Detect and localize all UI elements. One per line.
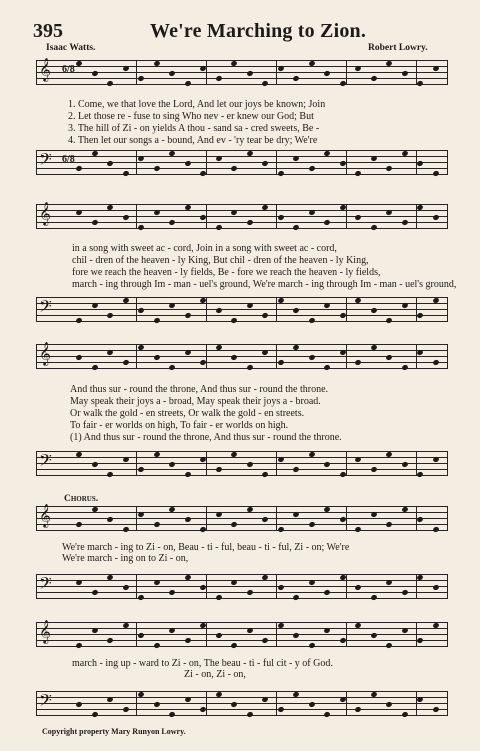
- barline: [136, 150, 137, 175]
- treble-clef-icon: 𝄞: [39, 343, 51, 365]
- note-head: [354, 214, 361, 221]
- note-head: [261, 312, 268, 319]
- time-signature: 6/8: [62, 64, 75, 75]
- note-head: [277, 526, 284, 533]
- hymn-title: We're Marching to Zion.: [150, 20, 367, 42]
- lyricist: Isaac Watts.: [46, 43, 96, 53]
- note-head: [106, 516, 113, 523]
- barline: [206, 150, 207, 175]
- note-head: [292, 466, 299, 473]
- chorus-line: Zi - on, Zi - on,: [184, 669, 246, 680]
- note-head: [137, 224, 144, 231]
- note-head: [277, 706, 284, 713]
- note-head: [153, 209, 160, 216]
- note-head: [292, 307, 299, 314]
- note-head: [323, 364, 330, 371]
- note-head: [153, 642, 160, 649]
- barline: [447, 574, 448, 599]
- barline: [346, 451, 347, 476]
- barline: [206, 451, 207, 476]
- treble-staff: [36, 502, 448, 534]
- note-head: [385, 209, 392, 216]
- note-head: [277, 456, 284, 463]
- note-head: [292, 75, 299, 82]
- note-head: [230, 521, 237, 528]
- barline: [36, 451, 37, 476]
- note-head: [323, 70, 330, 77]
- note-head: [75, 317, 82, 324]
- note-head: [230, 317, 237, 324]
- note-head: [168, 627, 175, 634]
- verse-line: Or walk the gold - en streets, Or walk the gold - en streets.: [70, 408, 305, 419]
- note-head: [277, 584, 284, 591]
- verse-line: 2. Let those re - fuse to sing Who nev - er knew our God; But: [68, 111, 314, 122]
- barline: [416, 622, 417, 647]
- note-head: [91, 711, 98, 718]
- note-head: [261, 349, 268, 356]
- note-head: [230, 579, 237, 586]
- note-head: [370, 632, 377, 639]
- barline: [36, 60, 37, 85]
- note-head: [215, 466, 222, 473]
- note-head: [370, 466, 377, 473]
- note-head: [153, 317, 160, 324]
- barline: [416, 344, 417, 369]
- barline: [36, 344, 37, 369]
- note-head: [153, 521, 160, 528]
- note-head: [199, 170, 206, 177]
- note-head: [292, 594, 299, 601]
- barline: [136, 60, 137, 85]
- note-head: [261, 160, 268, 167]
- note-head: [184, 160, 191, 167]
- barline: [276, 622, 277, 647]
- note-head: [215, 594, 222, 601]
- treble-clef-icon: 𝄞: [39, 621, 51, 643]
- note-head: [323, 589, 330, 596]
- note-head: [277, 359, 284, 366]
- barline: [206, 344, 207, 369]
- note-head: [122, 456, 129, 463]
- note-head: [137, 632, 144, 639]
- note-head: [292, 511, 299, 518]
- hymn-number: 395: [33, 20, 63, 42]
- barline: [276, 506, 277, 531]
- barline: [276, 60, 277, 85]
- note-head: [277, 170, 284, 177]
- bass-staff: [36, 687, 448, 719]
- note-head: [106, 696, 113, 703]
- barline: [346, 344, 347, 369]
- note-head: [137, 75, 144, 82]
- note-head: [91, 302, 98, 309]
- barline: [447, 150, 448, 175]
- note-head: [230, 354, 237, 361]
- note-head: [401, 219, 408, 226]
- time-signature: 6/8: [62, 154, 75, 165]
- note-head: [246, 364, 253, 371]
- barline: [36, 691, 37, 716]
- note-head: [75, 521, 82, 528]
- note-head: [416, 637, 423, 644]
- note-head: [106, 471, 113, 478]
- note-head: [153, 579, 160, 586]
- barline: [346, 691, 347, 716]
- barline: [206, 691, 207, 716]
- note-head: [75, 701, 82, 708]
- treble-clef-icon: 𝄞: [39, 505, 51, 527]
- note-head: [91, 589, 98, 596]
- chorus-line: We're march - ing to Zi - on, Beau - ti - ful, beau - ti - ful, Zi - on; We're: [62, 542, 350, 553]
- barline: [447, 60, 448, 85]
- note-head: [385, 354, 392, 361]
- chorus-label: Chorus.: [64, 494, 99, 504]
- barline: [36, 506, 37, 531]
- note-head: [432, 214, 439, 221]
- note-head: [401, 711, 408, 718]
- note-head: [75, 642, 82, 649]
- note-head: [308, 579, 315, 586]
- note-head: [323, 219, 330, 226]
- note-head: [401, 70, 408, 77]
- bass-clef-icon: 𝄢: [39, 151, 52, 173]
- barline: [447, 622, 448, 647]
- note-head: [246, 219, 253, 226]
- note-head: [354, 706, 361, 713]
- barline: [276, 297, 277, 322]
- note-head: [122, 214, 129, 221]
- note-head: [308, 209, 315, 216]
- barline: [346, 60, 347, 85]
- note-head: [401, 589, 408, 596]
- note-head: [168, 589, 175, 596]
- bass-staff: [36, 146, 448, 178]
- note-head: [354, 584, 361, 591]
- note-head: [215, 307, 222, 314]
- note-head: [370, 511, 377, 518]
- note-head: [308, 521, 315, 528]
- note-head: [246, 302, 253, 309]
- verse-line: To fair - er worlds on high, To fair - er worlds on high.: [70, 420, 289, 431]
- treble-clef-icon: 𝄞: [39, 203, 51, 225]
- note-head: [168, 70, 175, 77]
- note-head: [137, 466, 144, 473]
- verse-line: (1) And thus sur - round the throne, And thus sur - round the throne.: [70, 432, 342, 443]
- note-head: [184, 471, 191, 478]
- note-head: [416, 349, 423, 356]
- note-head: [432, 359, 439, 366]
- note-head: [432, 456, 439, 463]
- note-head: [401, 302, 408, 309]
- barline: [447, 451, 448, 476]
- chorus-line: march - ing up - ward to Zi - on, The beau - ti - ful cit - y of God.: [72, 658, 333, 669]
- note-head: [246, 70, 253, 77]
- verse-line: fore we reach the heaven - ly fields, Be - fore we reach the heaven - ly fields,: [72, 267, 381, 278]
- note-head: [153, 354, 160, 361]
- note-head: [323, 627, 330, 634]
- note-head: [354, 456, 361, 463]
- barline: [447, 506, 448, 531]
- note-head: [137, 594, 144, 601]
- note-head: [168, 219, 175, 226]
- note-head: [416, 696, 423, 703]
- note-head: [91, 70, 98, 77]
- note-head: [385, 317, 392, 324]
- barline: [136, 691, 137, 716]
- note-head: [370, 155, 377, 162]
- note-head: [292, 224, 299, 231]
- chorus-line: We're march - ing on to Zi - on,: [62, 553, 189, 564]
- note-head: [308, 642, 315, 649]
- barline: [136, 506, 137, 531]
- barline: [136, 451, 137, 476]
- barline: [346, 622, 347, 647]
- note-head: [385, 579, 392, 586]
- note-head: [184, 312, 191, 319]
- note-head: [230, 165, 237, 172]
- note-head: [354, 170, 361, 177]
- note-head: [106, 312, 113, 319]
- barline: [206, 60, 207, 85]
- barline: [447, 344, 448, 369]
- note-head: [416, 160, 423, 167]
- note-head: [230, 209, 237, 216]
- note-head: [75, 165, 82, 172]
- note-head: [308, 354, 315, 361]
- note-head: [308, 701, 315, 708]
- note-head: [323, 302, 330, 309]
- barline: [276, 344, 277, 369]
- note-head: [215, 155, 222, 162]
- note-head: [432, 170, 439, 177]
- barline: [447, 691, 448, 716]
- note-head: [277, 65, 284, 72]
- note-head: [122, 359, 129, 366]
- note-head: [401, 461, 408, 468]
- bass-clef-icon: 𝄢: [39, 452, 52, 474]
- barline: [447, 297, 448, 322]
- note-head: [432, 526, 439, 533]
- note-head: [354, 65, 361, 72]
- verse-line: in a song with sweet ac - cord, Join in a song with sweet ac - cord,: [72, 243, 337, 254]
- note-head: [339, 80, 346, 87]
- bass-staff: [36, 570, 448, 602]
- barline: [416, 691, 417, 716]
- note-head: [246, 461, 253, 468]
- note-head: [246, 627, 253, 634]
- note-head: [401, 627, 408, 634]
- note-head: [339, 471, 346, 478]
- note-head: [308, 165, 315, 172]
- bass-staff: [36, 447, 448, 479]
- note-head: [277, 214, 284, 221]
- bass-clef-icon: 𝄢: [39, 575, 52, 597]
- verse-line: march - ing through Im - man - uel's ground, We're march - ing through Im - man - uel's ground,: [72, 279, 457, 290]
- note-head: [106, 349, 113, 356]
- note-head: [230, 701, 237, 708]
- barline: [36, 622, 37, 647]
- note-head: [354, 526, 361, 533]
- note-head: [370, 75, 377, 82]
- note-head: [137, 511, 144, 518]
- note-head: [199, 526, 206, 533]
- note-head: [184, 516, 191, 523]
- note-head: [122, 65, 129, 72]
- barline: [136, 574, 137, 599]
- note-head: [106, 80, 113, 87]
- bass-clef-icon: 𝄢: [39, 692, 52, 714]
- note-head: [184, 696, 191, 703]
- note-head: [168, 461, 175, 468]
- barline: [276, 451, 277, 476]
- barline: [346, 297, 347, 322]
- composer: Robert Lowry.: [368, 43, 428, 53]
- copyright-notice: Copyright property Mary Runyon Lowry.: [42, 727, 186, 736]
- note-head: [91, 219, 98, 226]
- barline: [36, 574, 37, 599]
- note-head: [370, 224, 377, 231]
- barline: [36, 204, 37, 229]
- note-head: [137, 307, 144, 314]
- note-head: [432, 65, 439, 72]
- treble-staff: [36, 56, 448, 88]
- note-head: [354, 359, 361, 366]
- note-head: [91, 627, 98, 634]
- note-head: [385, 701, 392, 708]
- note-head: [137, 155, 144, 162]
- barline: [447, 204, 448, 229]
- note-head: [215, 632, 222, 639]
- note-head: [106, 637, 113, 644]
- note-head: [184, 637, 191, 644]
- verse-line: chil - dren of the heaven - ly King, But chil - dren of the heaven - ly King,: [72, 255, 369, 266]
- note-head: [261, 80, 268, 87]
- note-head: [122, 170, 129, 177]
- note-head: [230, 642, 237, 649]
- barline: [276, 150, 277, 175]
- verse-line: And thus sur - round the throne, And thus sur - round the throne.: [70, 384, 329, 395]
- note-head: [75, 209, 82, 216]
- note-head: [168, 302, 175, 309]
- barline: [276, 691, 277, 716]
- note-head: [323, 711, 330, 718]
- note-head: [168, 364, 175, 371]
- note-head: [122, 584, 129, 591]
- barline: [36, 150, 37, 175]
- note-head: [261, 696, 268, 703]
- verse-line: 1. Come, we that love the Lord, And let our joys be known; Join: [68, 99, 326, 110]
- note-head: [91, 461, 98, 468]
- note-head: [292, 155, 299, 162]
- bass-staff: [36, 293, 448, 325]
- note-head: [416, 516, 423, 523]
- verse-line: 3. The hill of Zi - on yields A thou - sand sa - cred sweets, Be -: [68, 123, 320, 134]
- treble-staff: [36, 340, 448, 372]
- note-head: [370, 594, 377, 601]
- note-head: [184, 80, 191, 87]
- barline: [36, 297, 37, 322]
- note-head: [184, 349, 191, 356]
- note-head: [385, 521, 392, 528]
- note-head: [385, 165, 392, 172]
- note-head: [246, 711, 253, 718]
- barline: [206, 506, 207, 531]
- note-head: [323, 461, 330, 468]
- note-head: [91, 364, 98, 371]
- treble-clef-icon: 𝄞: [39, 59, 51, 81]
- note-head: [416, 312, 423, 319]
- treble-staff: [36, 618, 448, 650]
- note-head: [416, 80, 423, 87]
- note-head: [432, 706, 439, 713]
- note-head: [385, 642, 392, 649]
- note-head: [261, 637, 268, 644]
- note-head: [246, 589, 253, 596]
- note-head: [75, 354, 82, 361]
- note-head: [261, 471, 268, 478]
- barline: [136, 344, 137, 369]
- note-head: [122, 706, 129, 713]
- bass-clef-icon: 𝄢: [39, 298, 52, 320]
- note-head: [153, 165, 160, 172]
- note-head: [75, 579, 82, 586]
- note-head: [416, 471, 423, 478]
- verse-line: 4. Then let our songs a - bound, And ev - 'ry tear be dry; We're: [68, 135, 318, 146]
- note-head: [432, 584, 439, 591]
- note-head: [215, 75, 222, 82]
- note-head: [153, 701, 160, 708]
- note-head: [292, 632, 299, 639]
- barline: [136, 204, 137, 229]
- note-head: [168, 711, 175, 718]
- note-head: [122, 526, 129, 533]
- note-head: [401, 364, 408, 371]
- treble-staff: [36, 200, 448, 232]
- note-head: [308, 317, 315, 324]
- verse-line: May speak their joys a - broad, May speak their joys a - broad.: [70, 396, 321, 407]
- note-head: [215, 511, 222, 518]
- barline: [416, 297, 417, 322]
- note-head: [215, 224, 222, 231]
- note-head: [106, 160, 113, 167]
- note-head: [370, 307, 377, 314]
- note-head: [261, 516, 268, 523]
